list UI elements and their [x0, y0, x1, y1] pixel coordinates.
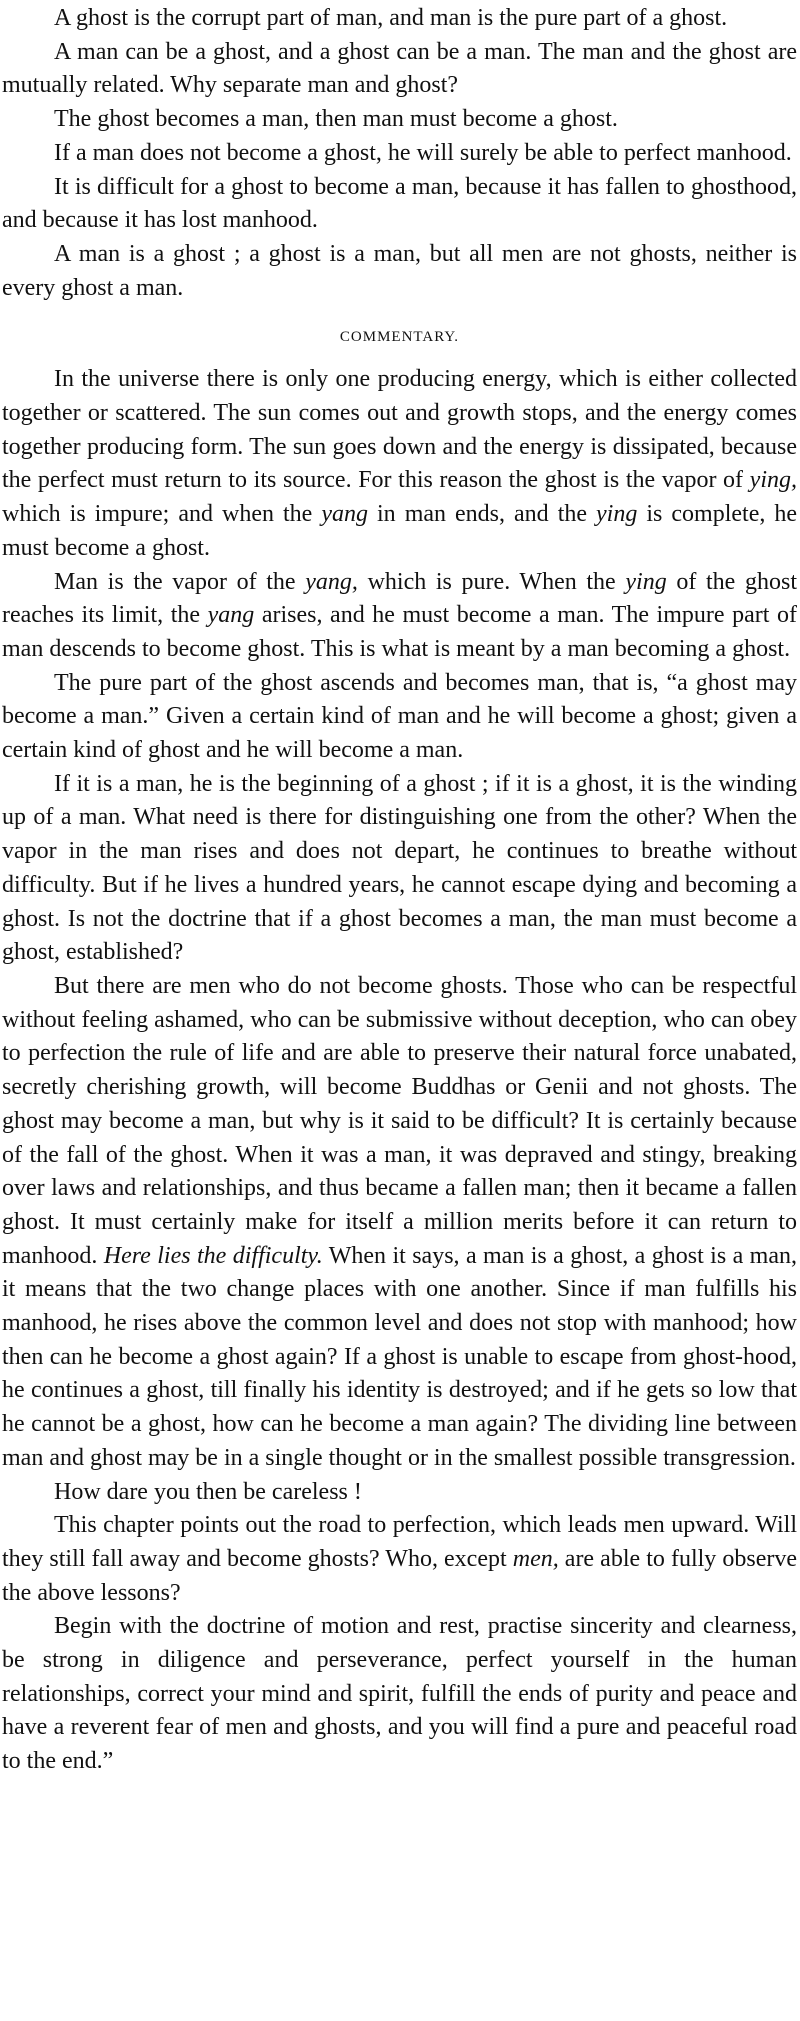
c5-difficulty-phrase: Here lies the difficulty. [103, 1242, 323, 1269]
commentary-paragraph-3: The pure part of the ghost ascends and becomes man, that is, “a ghost may become a man.” Given a certain kind of man and he will become a ghost; given a certain kind of ghost and he will become a man. [2, 669, 797, 764]
c1-text-c: which is impure; and when the [2, 501, 322, 528]
c1-ying-1: ying, [749, 467, 797, 494]
text-column [2, 2, 797, 1779]
paragraph-2: A man can be a ghost, and a ghost can be a man. The man and the ghost are mutually related. Why separate man and ghost? [2, 38, 797, 99]
paragraph-6: A man is a ghost ; a ghost is a man, but all men are not ghosts, neither is every ghost a man. [2, 240, 797, 301]
c2-text-e: of the ghost reaches its limit, the [2, 568, 798, 629]
commentary-paragraph-6: How dare you then be careless ! [54, 1478, 362, 1505]
c2-yang-2: yang [207, 602, 255, 629]
paragraph-3: The ghost becomes a man, then man must become a ghost. [54, 106, 618, 133]
paragraph-5: It is difficult for a ghost to become a man, because it has fallen to ghosthood, and because it has lost manhood. [2, 173, 797, 234]
c2-text-a: Man is the vapor of the [54, 568, 306, 595]
c7-text-c: are able to fully observe the above lessons? [2, 1545, 797, 1606]
paragraph-1: A ghost is the corrupt part of man, and man is the pure part of a ghost. [54, 5, 728, 31]
c2-yang-1: yang, [305, 568, 358, 595]
c7-text-a: This chapter points out the road to perfection, which leads men upward. Will they still fall away and become ghosts? Who, except [2, 1512, 797, 1572]
paragraph-4: If a man does not become a ghost, he will surely be able to perfect manhood. [54, 139, 792, 166]
c2-text-g: arises, and he must become a man. The impure part of man descends to become ghost. This is what is meant by a man becoming a ghost. [2, 602, 797, 662]
c2-text-c: which is pure. When the [357, 568, 626, 595]
c1-yang: yang [321, 501, 368, 528]
c5-text-c: When it says, a man is a ghost, a ghost is a man, it means that the two change places with one another. Since if man fulfills his manhood, he rises above the common level and does not stop with manhood; how then can he become a ghost again? If a ghost is unable to escape from ghost-hood, he continues a ghost, till finally his identity is destroyed; and if he gets so low that he cannot be a ghost, how can he become a man again? The dividing line between man and ghost may be in a single thought or in the smallest possible transgression. [2, 1242, 797, 1471]
c1-ying-2: ying [596, 501, 638, 528]
commentary-paragraph-1 [2, 363, 797, 565]
c1-text-g: is complete, he must become a ghost. [2, 501, 798, 561]
commentary-paragraph-2 [2, 566, 797, 667]
commentary-heading: COMMENTARY. [339, 329, 460, 346]
c2-ying: ying [625, 568, 667, 595]
c5-text-a: But there are men who do not become ghosts. Those who can be respectful without feeling ashamed, who can be submissive without deception, who can obey to perfection the rule of life and are able to preserve their natural force unabated, secretly cherishing growth, will become Buddhas or Genii and not ghosts. The ghost may become a man, but why is it said to be difficult? It is certainly because of the fall of the ghost. When it was a man, it was depraved and stingy, breaking over laws and relationships, and thus became a fallen man; then it became a fallen ghost. It must certainly make for itself a million merits before it can return to manhood. [2, 972, 797, 1269]
c1-text-e: in man ends, and the [368, 501, 597, 528]
commentary-paragraph-5 [2, 970, 797, 1476]
commentary-paragraph-8: Begin with the doctrine of motion and rest, practise sincerity and clearness, be strong in diligence and perseverance, perfect yourself in the human relationships, correct your mind and spirit, fulfill the ends of purity and peace and have a reverent fear of men and ghosts, and you will find a pure and peaceful road to the end.” [2, 1613, 797, 1775]
commentary-paragraph-7 [2, 1509, 797, 1610]
c7-men: men, [512, 1545, 559, 1572]
commentary-paragraph-4: If it is a man, he is the beginning of a ghost ; if it is a ghost, it is the winding up of a man. What need is there for distinguishing one from the other? When the vapor in the man rises and does not depart, he continues to breathe without difficulty. But if he lives a hundred years, he cannot escape dying and becoming a ghost. Is not the doctrine that if a ghost becomes a man, the man must become a ghost, established? [2, 770, 797, 966]
c1-text-a: In the universe there is only one producing energy, which is either collected together or scattered. The sun comes out and growth stops, and the energy comes together producing form. The sun goes down and the energy is dissipated, because the perfect must return to its source. For this reason the ghost is the vapor of [2, 366, 797, 494]
